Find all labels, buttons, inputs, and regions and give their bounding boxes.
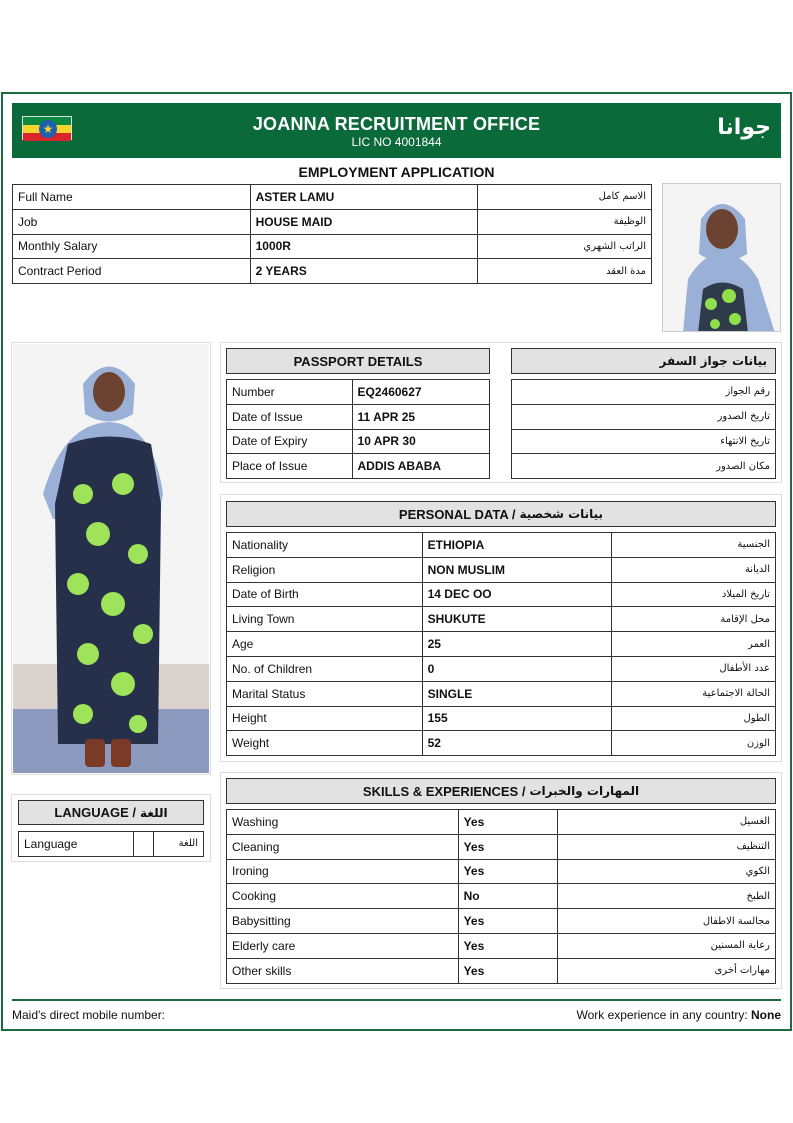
row-value: SHUKUTE [422,607,612,632]
row-label-ar: العمر [612,632,776,657]
personal-title: PERSONAL DATA / بيانات شخصية [226,501,776,527]
row-value: 2 YEARS [250,259,478,284]
row-label-ar: محل الإقامة [612,607,776,632]
language-table [18,831,204,857]
row-label-ar: التنظيف [558,834,776,859]
work-experience-value: None [751,1008,781,1022]
office-title: JOANNA RECRUITMENT OFFICE [252,114,541,134]
skills-row [227,909,776,934]
basic-row [13,209,652,234]
personal-row [227,656,776,681]
row-label: Cleaning [227,834,459,859]
row-label: Ironing [227,859,459,884]
row-label: Elderly care [227,933,459,958]
language-label: Language [19,832,134,857]
application-title: EMPLOYMENT APPLICATION [298,164,495,180]
row-label: Other skills [227,958,459,983]
passport-table [226,379,490,479]
personal-row [227,731,776,756]
row-value: Yes [458,958,558,983]
row-label: Monthly Salary [13,234,251,259]
row-label: Number [227,380,353,405]
language-row [19,832,204,857]
row-value: 11 APR 25 [352,404,489,429]
row-label: Contract Period [13,259,251,284]
personal-row [227,533,776,558]
row-label-ar: الوزن [612,731,776,756]
row-label-ar: الطول [612,706,776,731]
skills-row [227,859,776,884]
skills-row [227,884,776,909]
row-label: Religion [227,557,423,582]
row-value: ADDIS ABABA [352,454,489,479]
language-title: LANGUAGE / اللغة [18,800,204,825]
language-label-ar: اللغة [154,832,204,857]
row-label: Babysitting [227,909,459,934]
row-value: 14 DEC OO [422,582,612,607]
row-label: Weight [227,731,423,756]
row-label: Job [13,209,251,234]
row-label-ar: مهارات أخرى [558,958,776,983]
row-label-ar: رقم الجواز [512,380,776,405]
row-label: Washing [227,810,459,835]
row-value: Yes [458,909,558,934]
row-label-ar: مكان الصدور [512,454,776,479]
row-label: Date of Issue [227,404,353,429]
row-label: Height [227,706,423,731]
skills-row [227,810,776,835]
row-value: No [458,884,558,909]
row-value: Yes [458,859,558,884]
basic-row [13,259,652,284]
row-label-ar: الطبخ [558,884,776,909]
row-label: Date of Birth [227,582,423,607]
row-label-ar: تاريخ الصدور [512,404,776,429]
row-value: 0 [422,656,612,681]
row-value: HOUSE MAID [250,209,478,234]
row-label: Marital Status [227,681,423,706]
row-label-ar: مجالسة الاطفال [558,909,776,934]
personal-row [227,706,776,731]
row-label-ar: الديانة [612,557,776,582]
passport-row [227,404,490,429]
row-value: NON MUSLIM [422,557,612,582]
row-label-ar: تاريخ الميلاد [612,582,776,607]
mobile-number-label: Maid's direct mobile number: [12,1008,166,1022]
skills-row [227,958,776,983]
arabic-office-name: جوانا [717,115,771,140]
portrait-photo [662,183,781,332]
row-label-ar: تاريخ الانتهاء [512,429,776,454]
row-label: Nationality [227,533,423,558]
row-value: Yes [458,933,558,958]
passport-ar-row [512,404,776,429]
row-value: Yes [458,810,558,835]
passport-ar-row [512,429,776,454]
personal-row [227,557,776,582]
row-label-ar: الكوي [558,859,776,884]
passport-table-ar [511,379,776,479]
passport-title-ar: بيانات جواز السفر [511,348,776,374]
skills-title: SKILLS & EXPERIENCES / المهارات والخبرات [226,778,776,804]
passport-ar-row [512,380,776,405]
row-label: Place of Issue [227,454,353,479]
personal-table [226,532,776,756]
passport-title: PASSPORT DETAILS [226,348,490,374]
skills-row [227,834,776,859]
personal-row [227,582,776,607]
basic-row [13,185,652,210]
basic-info-table [12,184,652,284]
skills-row [227,933,776,958]
row-value: SINGLE [422,681,612,706]
row-label-ar: الوظيفة [478,209,652,234]
row-label-ar: رعاية المسنين [558,933,776,958]
row-value: 52 [422,731,612,756]
row-value: ASTER LAMU [250,185,478,210]
row-label-ar: الاسم كامل [478,185,652,210]
personal-row [227,632,776,657]
row-label-ar: الغسيل [558,810,776,835]
row-label-ar: مدة العقد [478,259,652,284]
passport-row [227,454,490,479]
row-label-ar: عدد الأطفال [612,656,776,681]
row-label-ar: الحالة الاجتماعية [612,681,776,706]
passport-ar-row [512,454,776,479]
row-value: EQ2460627 [352,380,489,405]
star-emblem-icon: ★ [39,120,57,138]
work-experience [576,1008,781,1022]
row-label: Full Name [13,185,251,210]
personal-row [227,681,776,706]
personal-row [227,607,776,632]
basic-row [13,234,652,259]
row-label: Cooking [227,884,459,909]
row-value: 10 APR 30 [352,429,489,454]
row-value: 155 [422,706,612,731]
row-label-ar: الراتب الشهري [478,234,652,259]
row-label: No. of Children [227,656,423,681]
full-body-photo [13,344,209,773]
full-body-photo-panel [11,342,211,775]
row-label: Date of Expiry [227,429,353,454]
license-number: LIC NO 4001844 [351,135,442,149]
passport-row [227,380,490,405]
passport-row [227,429,490,454]
language-value [134,832,154,857]
work-experience-label: Work experience in any country: [576,1008,748,1022]
skills-table [226,809,776,984]
row-label: Age [227,632,423,657]
footer-divider [12,999,781,1001]
row-value: 25 [422,632,612,657]
row-label: Living Town [227,607,423,632]
header-banner [12,103,781,158]
row-value: 1000R [250,234,478,259]
row-label-ar: الجنسية [612,533,776,558]
row-value: ETHIOPIA [422,533,612,558]
row-value: Yes [458,834,558,859]
